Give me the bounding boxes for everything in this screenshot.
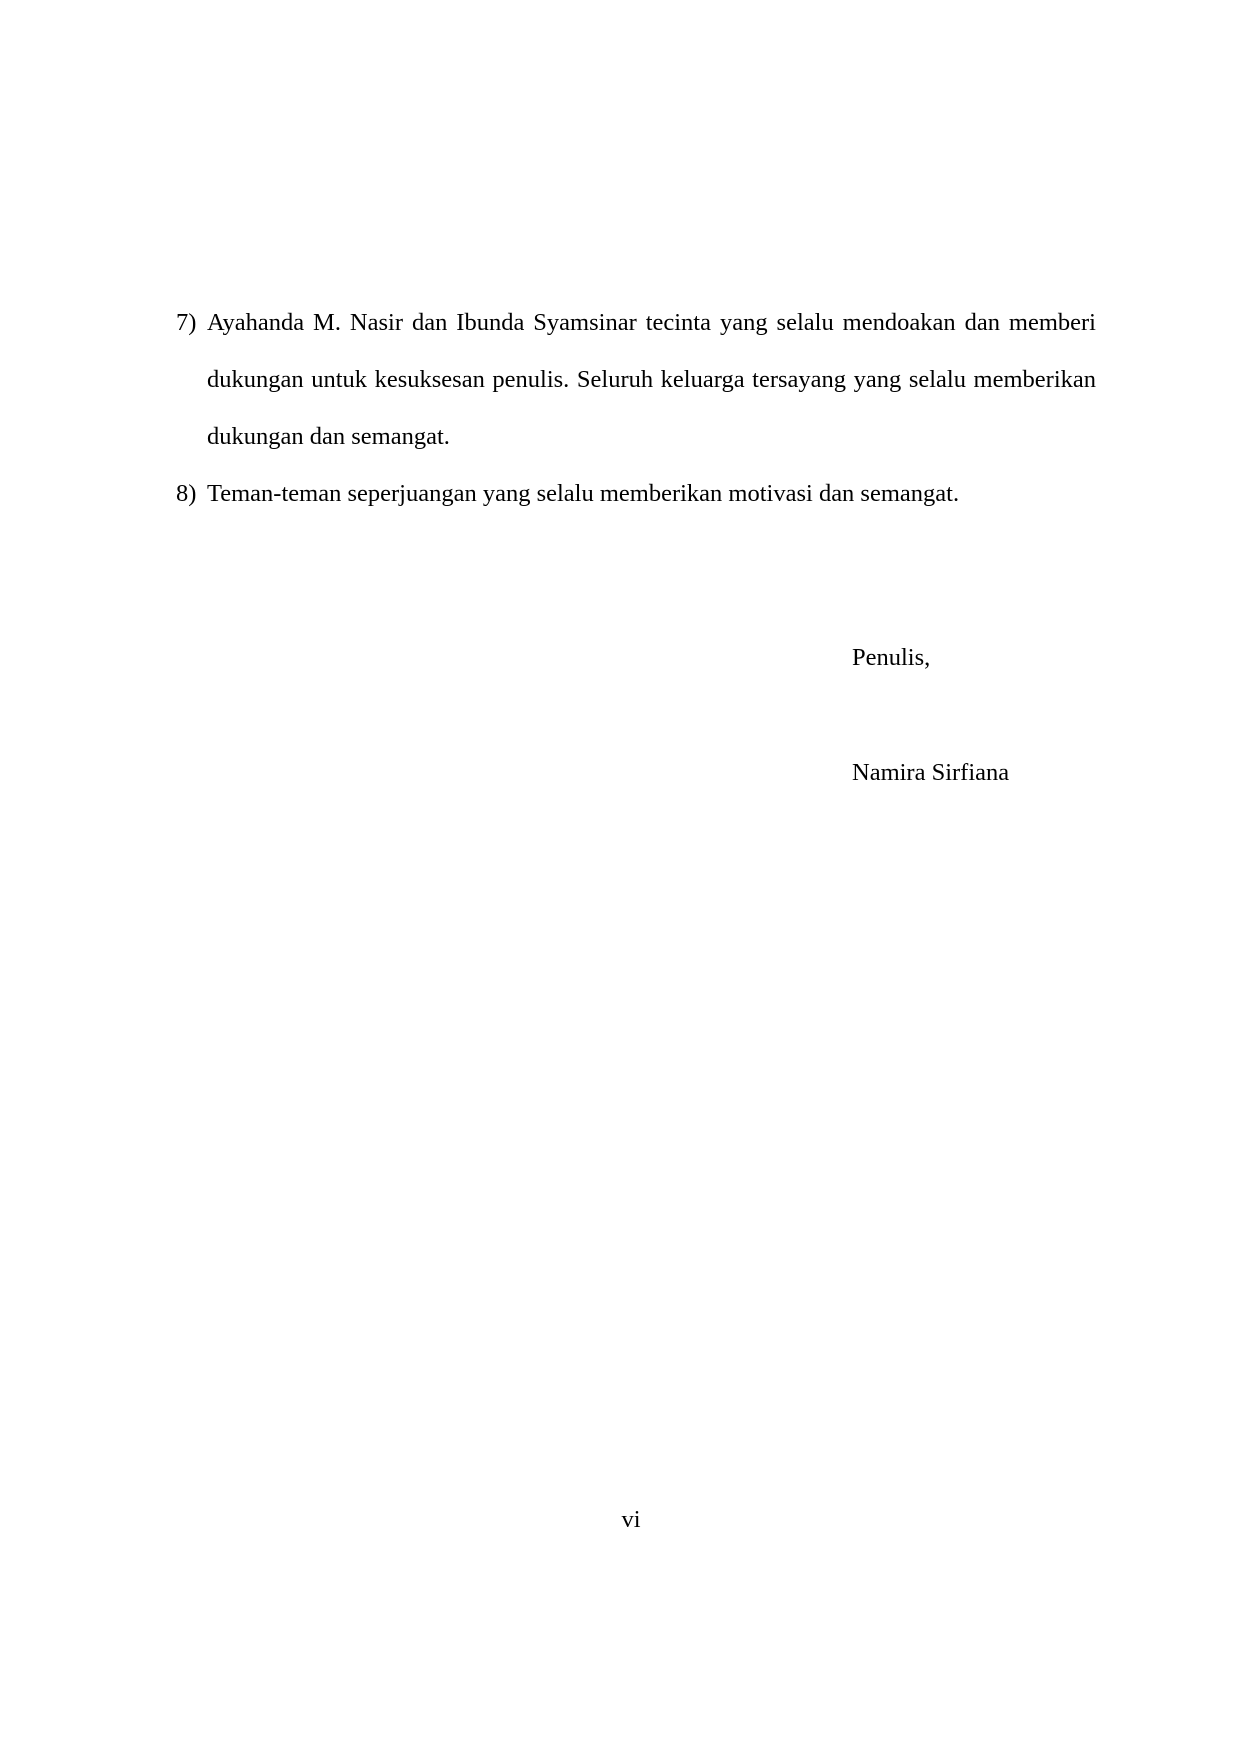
signature-closing: Penulis, [852,644,931,671]
signature-name: Namira Sirfiana [852,759,1010,786]
list-item-line: dukungan untuk kesuksesan penulis. Seluruh keluarga tersayang yang selalu memberikan [207,366,1096,393]
list-item [176,294,1096,465]
list-item [176,465,1096,522]
list-item-line: dukungan dan semangat. [207,423,450,450]
page-number: vi [621,1506,641,1533]
acknowledgement-list [176,294,1096,522]
list-item-line: Ayahanda M. Nasir dan Ibunda Syamsinar tecinta yang selalu mendoakan dan memberi [207,309,1096,336]
list-item-number: 7) [176,309,197,336]
list-item-number: 8) [176,480,197,507]
list-item-line: Teman-teman seperjuangan yang selalu memberikan motivasi dan semangat. [207,480,960,507]
